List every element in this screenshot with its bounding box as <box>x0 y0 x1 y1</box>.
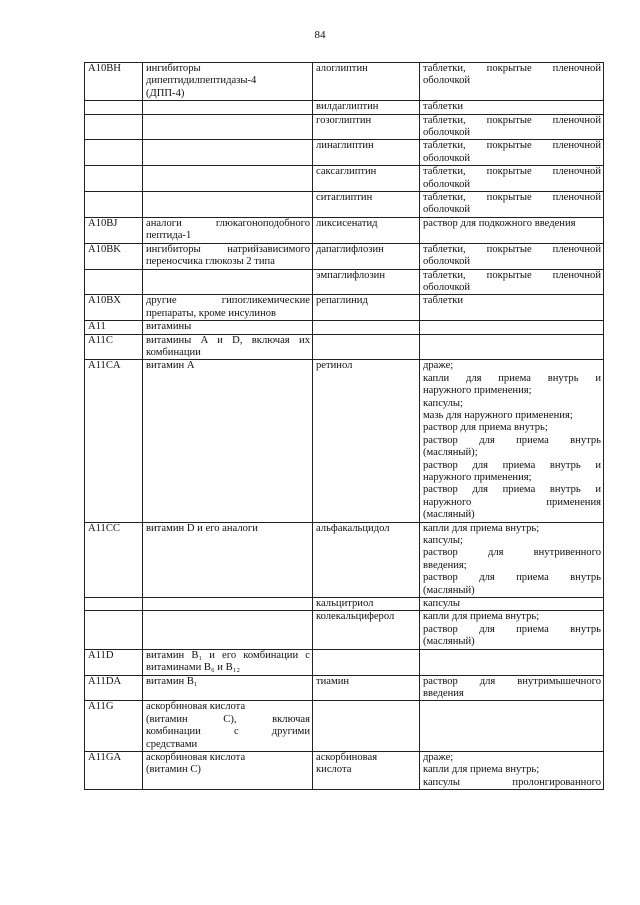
substance-line: колекальциферол <box>316 611 395 623</box>
substance-cell <box>313 243 420 269</box>
dosage-form-line: раствор для приема внутрь <box>423 434 601 446</box>
table-row <box>85 522 604 597</box>
group-line: (ДПП-4) <box>146 87 185 99</box>
pharmacological-group-cell <box>143 63 313 101</box>
dosage-forms-cell <box>420 269 604 295</box>
pharmacological-group-cell <box>143 321 313 334</box>
dosage-forms-cell <box>420 114 604 140</box>
substance-cell <box>313 140 420 166</box>
group-line: средствами <box>146 738 198 750</box>
dosage-forms-cell <box>420 217 604 243</box>
substance-cell <box>313 217 420 243</box>
group-line: препараты, кроме инсулинов <box>146 307 277 319</box>
pharmacological-group-cell <box>143 114 313 140</box>
dosage-forms-cell <box>420 334 604 360</box>
atc-code-cell: A11D <box>85 649 143 675</box>
table-body <box>85 63 604 790</box>
substance-cell <box>313 611 420 649</box>
dosage-form-line: таблетки <box>423 101 464 113</box>
dosage-form-line: раствор для приема внутрь <box>423 623 601 635</box>
dosage-form-line: таблетки, покрытые пленочной <box>423 243 601 255</box>
dosage-forms-cell <box>420 101 604 114</box>
table-row <box>85 611 604 649</box>
atc-code-cell: A11CC <box>85 522 143 597</box>
dosage-form-line: наружного применения; <box>423 385 532 397</box>
pharmacological-group-cell <box>143 751 313 789</box>
atc-code-cell: A10BX <box>85 295 143 321</box>
dosage-form-line: таблетки, покрытые пленочной <box>423 140 601 152</box>
substance-line: вилдаглиптин <box>316 101 379 113</box>
dosage-forms-cell <box>420 675 604 701</box>
dosage-form-line: капсулы; <box>423 535 463 547</box>
substance-cell <box>313 269 420 295</box>
atc-code-cell: A10BH <box>85 63 143 101</box>
pharmacological-group-cell <box>143 675 313 701</box>
dosage-form-line: таблетки, покрытые пленочной <box>423 114 601 126</box>
pharmacological-group-cell <box>143 598 313 611</box>
atc-code-cell: A11CA <box>85 360 143 522</box>
pharmacological-group-cell <box>143 217 313 243</box>
pharmacological-group-cell <box>143 360 313 522</box>
table-row <box>85 140 604 166</box>
substance-cell <box>313 321 420 334</box>
atc-code-cell: A11GA <box>85 751 143 789</box>
pharmacological-group-cell <box>143 269 313 295</box>
dosage-form-line: раствор для подкожного введения <box>423 217 576 229</box>
atc-code-cell <box>85 192 143 218</box>
substance-cell <box>313 522 420 597</box>
pharmacological-group-cell <box>143 192 313 218</box>
page-number: 84 <box>314 29 326 41</box>
dosage-form-line: раствор для внутримышечного <box>423 675 601 687</box>
substance-line: линаглиптин <box>316 140 374 152</box>
substance-line: кальцитриол <box>316 598 374 610</box>
substance-cell <box>313 701 420 752</box>
table-row <box>85 63 604 101</box>
table-row <box>85 360 604 522</box>
table-row <box>85 334 604 360</box>
substance-cell <box>313 334 420 360</box>
atc-code-cell: A10BK <box>85 243 143 269</box>
group-line: комбинации с другими <box>146 726 310 738</box>
substance-line: дапаглифлозин <box>316 243 384 255</box>
dosage-form-line: таблетки, покрытые пленочной <box>423 166 601 178</box>
group-line: (витамин C), включая <box>146 713 310 725</box>
atc-code-cell <box>85 611 143 649</box>
group-line: пептида-1 <box>146 230 192 242</box>
dosage-form-line: капли для приема внутрь; <box>423 611 540 623</box>
dosage-form-line: оболочкой <box>423 152 471 164</box>
pharmacological-group-cell <box>143 243 313 269</box>
substance-cell <box>313 114 420 140</box>
pharmacological-group-cell <box>143 140 313 166</box>
dosage-forms-cell <box>420 140 604 166</box>
substance-cell <box>313 295 420 321</box>
atc-code-cell: A10BJ <box>85 217 143 243</box>
dosage-form-line: капли для приема внутрь и <box>423 372 601 384</box>
dosage-form-line: оболочкой <box>423 256 471 268</box>
dosage-form-line: драже; <box>423 360 454 372</box>
substance-line: ситаглиптин <box>316 192 373 204</box>
substance-cell <box>313 63 420 101</box>
table-row <box>85 321 604 334</box>
dosage-form-line: (масляный) <box>423 584 475 596</box>
table-row <box>85 217 604 243</box>
substance-cell <box>313 649 420 675</box>
table-row <box>85 751 604 789</box>
pharmacological-group-cell <box>143 101 313 114</box>
dosage-form-line: капсулы <box>423 598 461 610</box>
dosage-form-line: оболочкой <box>423 281 471 293</box>
group-line: витамин B₁ <box>146 675 198 687</box>
pharmacological-group-cell <box>143 701 313 752</box>
pharmacological-group-cell <box>143 295 313 321</box>
dosage-forms-cell <box>420 751 604 789</box>
dosage-form-line: капли для приема внутрь; <box>423 764 540 776</box>
dosage-form-line: оболочкой <box>423 204 471 216</box>
dosage-form-line: раствор для внутривенного <box>423 547 601 559</box>
group-line: витамины <box>146 321 192 333</box>
substance-line: тиамин <box>316 675 350 687</box>
dosage-forms-cell <box>420 295 604 321</box>
substance-line: кислота <box>316 764 352 776</box>
dosage-form-line: раствор для приема внутрь; <box>423 422 548 434</box>
dosage-form-line: мазь для наружного применения; <box>423 409 573 421</box>
table-row <box>85 166 604 192</box>
substance-line: гозоглиптин <box>316 114 372 126</box>
substance-cell <box>313 192 420 218</box>
pharmacological-group-cell <box>143 522 313 597</box>
atc-code-cell <box>85 114 143 140</box>
dosage-form-line: капсулы пролонгированного <box>423 776 601 788</box>
dosage-form-line: оболочкой <box>423 127 471 139</box>
dosage-form-line: (масляный); <box>423 447 478 459</box>
group-line: витаминами B₆ и B₁₂ <box>146 662 241 674</box>
substance-line: эмпаглифлозин <box>316 269 385 281</box>
dosage-forms-cell <box>420 192 604 218</box>
group-line: ингибиторы натрийзависимого <box>146 243 310 255</box>
dosage-forms-cell <box>420 166 604 192</box>
table-row <box>85 192 604 218</box>
atc-code-cell <box>85 166 143 192</box>
dosage-forms-cell <box>420 63 604 101</box>
group-line: переносчика глюкозы 2 типа <box>146 256 275 268</box>
table-row <box>85 701 604 752</box>
dosage-form-line: таблетки, покрытые пленочной <box>423 192 601 204</box>
dosage-forms-cell <box>420 321 604 334</box>
atc-code-cell <box>85 101 143 114</box>
substance-line: альфакальцидол <box>316 522 390 534</box>
dosage-forms-cell <box>420 611 604 649</box>
substance-cell <box>313 360 420 522</box>
dosage-forms-cell <box>420 243 604 269</box>
group-line: (витамин C) <box>146 764 201 776</box>
table-row <box>85 675 604 701</box>
dosage-form-line: введения; <box>423 559 467 571</box>
substance-cell <box>313 101 420 114</box>
drug-classification-table <box>84 62 604 790</box>
atc-code-cell <box>85 140 143 166</box>
atc-code-cell: A11 <box>85 321 143 334</box>
group-line: витамин D и его аналоги <box>146 522 258 534</box>
dosage-forms-cell <box>420 649 604 675</box>
dosage-form-line: капли для приема внутрь; <box>423 522 540 534</box>
dosage-form-line: введения <box>423 687 464 699</box>
pharmacological-group-cell <box>143 166 313 192</box>
table-row <box>85 295 604 321</box>
group-line: аналоги глюкагоноподобного <box>146 217 310 229</box>
dosage-forms-cell <box>420 522 604 597</box>
atc-code-cell <box>85 269 143 295</box>
pharmacological-group-cell <box>143 611 313 649</box>
atc-code-cell: A11DA <box>85 675 143 701</box>
dosage-form-line: таблетки, покрытые пленочной <box>423 63 601 74</box>
substance-line: репаглинид <box>316 295 368 307</box>
substance-cell <box>313 598 420 611</box>
substance-line: ретинол <box>316 360 353 372</box>
atc-code-cell: A11C <box>85 334 143 360</box>
dosage-form-line: капсулы; <box>423 397 463 409</box>
table-row <box>85 114 604 140</box>
dosage-form-line: (масляный) <box>423 636 475 648</box>
dosage-forms-cell <box>420 598 604 611</box>
substance-line: аскорбиновая <box>316 751 378 763</box>
group-line: комбинации <box>146 346 201 358</box>
dosage-forms-cell <box>420 360 604 522</box>
dosage-form-line: оболочкой <box>423 75 471 87</box>
table-row <box>85 269 604 295</box>
dosage-forms-cell <box>420 701 604 752</box>
dosage-form-line: (масляный) <box>423 509 475 521</box>
dosage-form-line: таблетки, покрытые пленочной <box>423 269 601 281</box>
table-row <box>85 598 604 611</box>
dosage-form-line: раствор для приема внутрь <box>423 572 601 584</box>
dosage-form-line: наружного применения <box>423 496 601 508</box>
substance-line: ликсисенатид <box>316 217 378 229</box>
group-line: витамин A <box>146 360 195 372</box>
dosage-form-line: наружного применения; <box>423 472 532 483</box>
dosage-form-line: таблетки <box>423 295 464 307</box>
table-row <box>85 649 604 675</box>
table-row <box>85 101 604 114</box>
group-line: другие гипогликемические <box>146 295 310 307</box>
pharmacological-group-cell <box>143 334 313 360</box>
substance-line: саксаглиптин <box>316 166 377 178</box>
group-line: ингибиторы <box>146 63 201 74</box>
dosage-form-line: раствор для приема внутрь и <box>423 459 601 471</box>
group-line: витамины A и D, включая их <box>146 334 310 346</box>
group-line: аскорбиновая кислота <box>146 751 246 763</box>
pharmacological-group-cell <box>143 649 313 675</box>
group-line: витамин B₁ и его комбинации с <box>146 649 310 661</box>
dosage-form-line: оболочкой <box>423 178 471 190</box>
substance-cell <box>313 751 420 789</box>
group-line: аскорбиновая кислота <box>146 701 246 713</box>
substance-line: алоглиптин <box>316 63 368 74</box>
dosage-form-line: раствор для приема внутрь и <box>423 484 601 496</box>
atc-code-cell: A11G <box>85 701 143 752</box>
atc-code-cell <box>85 598 143 611</box>
substance-cell <box>313 675 420 701</box>
table-row <box>85 243 604 269</box>
substance-cell <box>313 166 420 192</box>
dosage-form-line: драже; <box>423 751 454 763</box>
group-line: дипептидилпептидазы-4 <box>146 75 257 87</box>
